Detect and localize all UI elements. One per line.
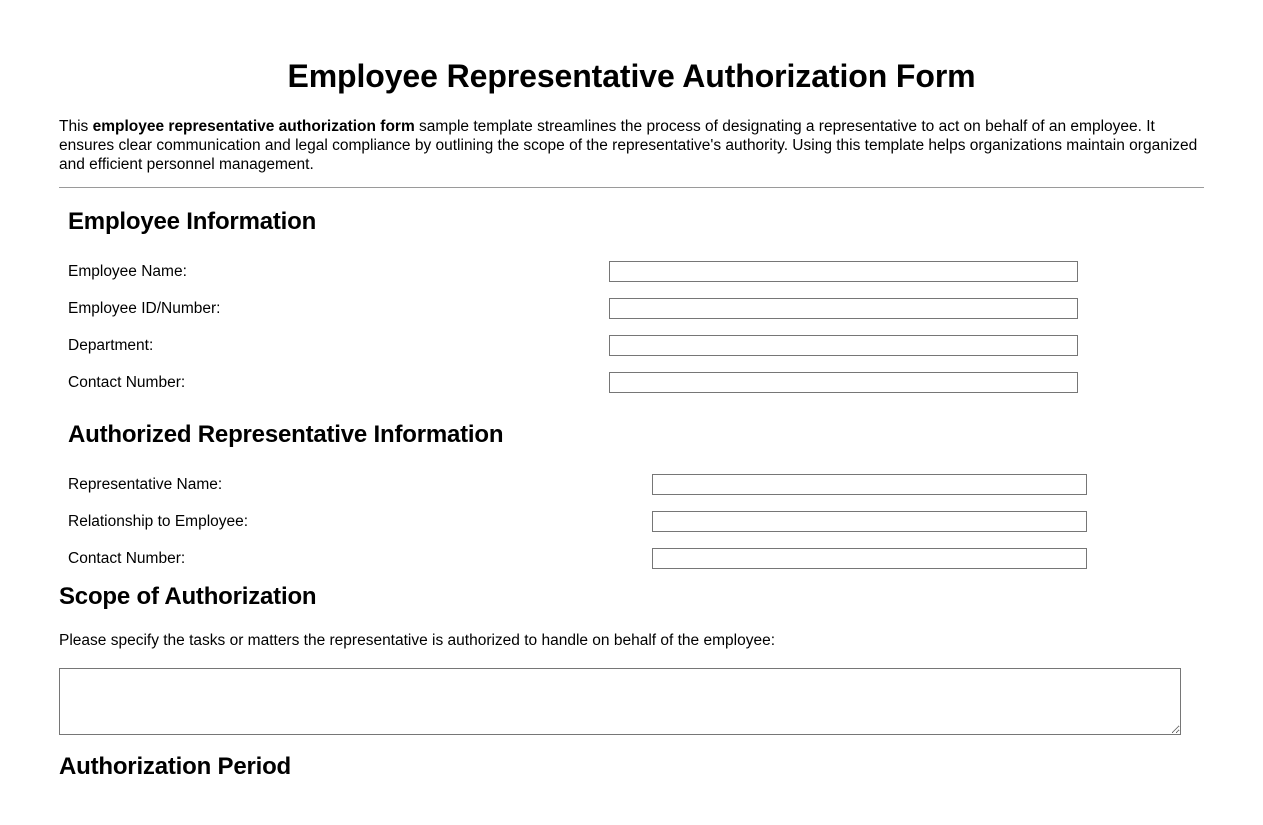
authorization-period-section: [59, 735, 1204, 781]
scope-prompt-text: Please specify the tasks or matters the representative is authorized to handle on behalf of the employee:: [59, 632, 775, 649]
field-row-representative-contact-number: [59, 540, 1204, 577]
input-relationship-to-employee[interactable]: [652, 511, 1087, 532]
field-row-relationship-to-employee: [59, 503, 1204, 540]
intro-paragraph: [59, 95, 1204, 174]
field-row-department: [59, 327, 1204, 364]
label-representative-contact-number: Contact Number:: [68, 549, 186, 567]
field-row-employee-contact-number: [59, 364, 1204, 401]
input-employee-name[interactable]: [609, 261, 1078, 282]
input-employee-id[interactable]: [609, 298, 1078, 319]
section-heading-scope-of-authorization: Scope of Authorization: [59, 583, 317, 610]
intro-lead: This: [59, 118, 93, 135]
label-employee-name: Employee Name:: [68, 262, 187, 280]
employee-fields: [59, 236, 1204, 401]
field-row-employee-id: [59, 290, 1204, 327]
label-representative-name: Representative Name:: [68, 475, 223, 493]
scope-textarea[interactable]: [59, 668, 1181, 735]
section-heading-authorized-representative-information: Authorized Representative Information: [68, 421, 504, 448]
input-employee-contact-number[interactable]: [609, 372, 1078, 393]
label-employee-id: Employee ID/Number:: [68, 299, 221, 317]
intro-rest: sample template streamlines the process of designating a representative to act on behalf of an employee. It ensures clear communication and legal compliance by outlining the scope of the representative's authority. Using this template helps organizations maintain organized and efficient personnel management.: [59, 118, 1198, 173]
field-row-representative-name: [59, 466, 1204, 503]
input-representative-name[interactable]: [652, 474, 1087, 495]
input-representative-contact-number[interactable]: [652, 548, 1087, 569]
section-heading-employee-information: Employee Information: [68, 208, 317, 235]
field-row-employee-name: [59, 253, 1204, 290]
section-heading-authorization-period: Authorization Period: [59, 753, 291, 780]
scope-of-authorization-section: [59, 577, 1204, 735]
label-employee-contact-number: Contact Number:: [68, 373, 186, 391]
label-relationship-to-employee: Relationship to Employee:: [68, 512, 249, 530]
page-title: Employee Representative Authorization Form: [287, 58, 976, 94]
input-department[interactable]: [609, 335, 1078, 356]
label-department: Department:: [68, 336, 154, 354]
representative-fields: [59, 449, 1204, 577]
intro-bold-phrase: employee representative authorization form: [92, 118, 415, 135]
